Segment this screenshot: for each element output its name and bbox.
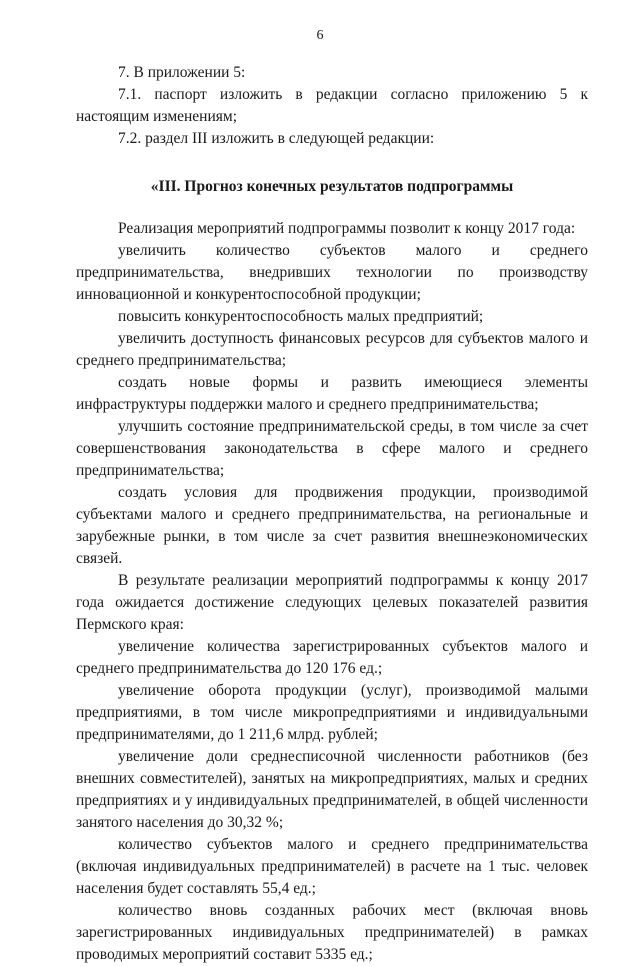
intro-paragraph: 7.2. раздел III изложить в следующей редакции: [118,130,435,147]
result-item: создать условия для продвижения продукции, производимой субъектами малого и среднего предпринимательства, на региональные и зарубежные рынки, в том числе за счет развития внешнеэкономических связей. [76,484,588,567]
target-item: количество вновь созданных рабочих мест (включая вновь зарегистрированных индивидуальных предпринимателей) в рамках проводимых мероприятий составит 5335 ед.; [76,902,588,963]
result-item: повысить конкурентоспособность малых предприятий; [118,308,484,325]
intro-paragraph: 7.1. паспорт изложить в редакции согласно приложению 5 к настоящим изменениям; [76,86,588,125]
result-item: улучшить состояние предпринимательской среды, в том числе за счет совершенствования законодательства в сфере малого и среднего предпринимательства; [76,418,588,479]
result-item: увеличить доступность финансовых ресурсов для субъектов малого и среднего предпринимательства; [76,330,588,369]
page-number: 6 [316,28,324,43]
targets-lead-paragraph: В результате реализации мероприятий подпрограммы к концу 2017 года ожидается достижение следующих целевых показателей развития Пермского края: [76,572,588,633]
document-body [76,62,588,966]
result-item: увеличить количество субъектов малого и среднего предпринимательства, внедривших технологии по производству инновационной и конкурентоспособной продукции; [76,242,588,303]
intro-paragraph: 7. В приложении 5: [118,64,246,81]
target-item: увеличение количества зарегистрированных субъектов малого и среднего предпринимательства до 120 176 ед.; [76,638,588,677]
target-item: количество субъектов малого и среднего предпринимательства (включая индивидуальных предпринимателей) в расчете на 1 тыс. человек населения будет составлять 55,4 ед.; [76,836,588,897]
lead-paragraph: Реализация мероприятий подпрограммы позволит к концу 2017 года: [118,220,576,237]
section-heading: «III. Прогноз конечных результатов подпрограммы [150,178,514,195]
target-item: увеличение оборота продукции (услуг), производимой малыми предприятиями, в том числе микропредприятиями и индивидуальными предпринимателями, до 1 211,6 млрд. рублей; [76,682,588,743]
result-item: создать новые формы и развить имеющиеся элементы инфраструктуры поддержки малого и среднего предпринимательства; [76,374,588,413]
target-item: увеличение доли среднесписочной численности работников (без внешних совместителей), занятых на микропредприятиях, малых и средних предприятиях и у индивидуальных предпринимателей, в общей численности занятого населения до 30,32 %; [76,748,588,831]
